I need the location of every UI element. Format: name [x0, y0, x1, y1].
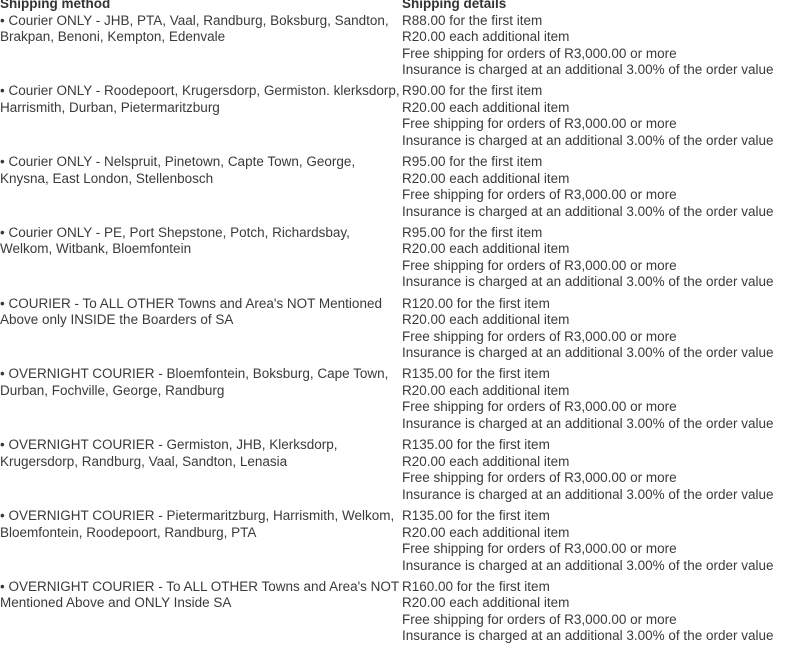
shipping-method-text: • Courier ONLY - Roodepoort, Krugersdorp, Germiston. klerksdorp, Harrismith, Durban, Pietermaritzburg: [0, 83, 400, 115]
free-shipping-note: Free shipping for orders of R3,000.00 or more: [402, 541, 677, 557]
free-shipping-note: Free shipping for orders of R3,000.00 or more: [402, 328, 677, 344]
shipping-details-cell: [402, 579, 800, 650]
shipping-details-cell: [402, 366, 800, 437]
free-shipping-note: Free shipping for orders of R3,000.00 or more: [402, 470, 677, 486]
table-row: [0, 13, 800, 84]
shipping-method-cell: [0, 508, 402, 579]
additional-item-rate: R20.00 each additional item: [402, 382, 570, 398]
insurance-note: Insurance is charged at an additional 3.00% of the order value: [402, 415, 774, 431]
shipping-method-text: • OVERNIGHT COURIER - Pietermaritzburg, Harrismith, Welkom, Bloemfontein, Roodepoort, Randburg, PTA: [0, 508, 395, 540]
insurance-note: Insurance is charged at an additional 3.00% of the order value: [402, 132, 774, 148]
shipping-method-cell: [0, 225, 402, 296]
first-item-rate: R95.00 for the first item: [402, 224, 543, 240]
shipping-method-text: • Courier ONLY - PE, Port Shepstone, Potch, Richardsbay, Welkom, Witbank, Bloemfontein: [0, 224, 350, 257]
table-row: [0, 83, 800, 154]
shipping-method-cell: [0, 13, 402, 84]
shipping-method-cell: [0, 579, 402, 650]
table-row: [0, 296, 800, 367]
table-header: [0, 0, 800, 13]
first-item-rate: R135.00 for the first item: [402, 366, 550, 382]
insurance-note: Insurance is charged at an additional 3.00% of the order value: [402, 628, 774, 644]
shipping-method-text: • Courier ONLY - Nelspruit, Pinetown, Capte Town, George, Knysna, East London, Stellenbosch: [0, 154, 356, 186]
table-body: [0, 13, 800, 650]
shipping-details-cell: [402, 83, 800, 154]
insurance-note: Insurance is charged at an additional 3.00% of the order value: [402, 62, 774, 77]
additional-item-rate: R20.00 each additional item: [402, 453, 570, 469]
shipping-details-cell: [402, 225, 800, 296]
additional-item-rate: R20.00 each additional item: [402, 595, 570, 611]
shipping-method-cell: [0, 154, 402, 225]
free-shipping-note: Free shipping for orders of R3,000.00 or more: [402, 116, 677, 132]
insurance-note: Insurance is charged at an additional 3.00% of the order value: [402, 557, 774, 573]
shipping-method-text: • OVERNIGHT COURIER - Bloemfontein, Boksburg, Cape Town, Durban, Fochville, George, Randburg: [0, 366, 389, 398]
shipping-method-text: • OVERNIGHT COURIER - To ALL OTHER Towns and Area's NOT Mentioned Above and ONLY Inside SA: [0, 578, 399, 611]
additional-item-rate: R20.00 each additional item: [402, 99, 570, 115]
shipping-details-cell: [402, 13, 800, 84]
additional-item-rate: R20.00 each additional item: [402, 29, 570, 44]
table-row: [0, 579, 800, 650]
shipping-method-text: • Courier ONLY - JHB, PTA, Vaal, Randburg, Boksburg, Sandton, Brakpan, Benoni, Kempton, Edenvale: [0, 12, 389, 44]
insurance-note: Insurance is charged at an additional 3.00% of the order value: [402, 274, 774, 290]
table-row: [0, 225, 800, 296]
shipping-method-text: • OVERNIGHT COURIER - Germiston, JHB, Klerksdorp, Krugersdorp, Randburg, Vaal, Sandton, Lenasia: [0, 437, 338, 469]
header-row: [0, 0, 800, 13]
additional-item-rate: R20.00 each additional item: [402, 241, 570, 257]
first-item-rate: R120.00 for the first item: [402, 295, 550, 311]
shipping-method-cell: [0, 366, 402, 437]
free-shipping-note: Free shipping for orders of R3,000.00 or more: [402, 257, 677, 273]
free-shipping-note: Free shipping for orders of R3,000.00 or more: [402, 399, 677, 415]
shipping-method-cell: [0, 83, 402, 154]
additional-item-rate: R20.00 each additional item: [402, 312, 570, 328]
shipping-method-text: • COURIER - To ALL OTHER Towns and Area's NOT Mentioned Above only INSIDE the Boarders of SA: [0, 295, 382, 328]
first-item-rate: R160.00 for the first item: [402, 578, 550, 594]
first-item-rate: R135.00 for the first item: [402, 508, 550, 524]
shipping-method-header: Shipping method: [0, 0, 111, 11]
table-row: [0, 154, 800, 225]
insurance-note: Insurance is charged at an additional 3.00% of the order value: [402, 345, 774, 361]
shipping-details-header: Shipping details: [402, 0, 507, 11]
first-item-rate: R135.00 for the first item: [402, 437, 550, 453]
shipping-details-cell: [402, 508, 800, 579]
additional-item-rate: R20.00 each additional item: [402, 170, 570, 186]
table-row: [0, 437, 800, 508]
free-shipping-note: Free shipping for orders of R3,000.00 or more: [402, 187, 677, 203]
first-item-rate: R88.00 for the first item: [402, 12, 543, 28]
free-shipping-note: Free shipping for orders of R3,000.00 or more: [402, 611, 677, 627]
shipping-details-cell: [402, 296, 800, 367]
shipping-method-cell: [0, 437, 402, 508]
additional-item-rate: R20.00 each additional item: [402, 524, 570, 540]
table-row: [0, 508, 800, 579]
first-item-rate: R95.00 for the first item: [402, 154, 543, 170]
table-row: [0, 366, 800, 437]
shipping-method-cell: [0, 296, 402, 367]
insurance-note: Insurance is charged at an additional 3.00% of the order value: [402, 486, 774, 502]
free-shipping-note: Free shipping for orders of R3,000.00 or more: [402, 45, 677, 61]
first-item-rate: R90.00 for the first item: [402, 83, 543, 99]
shipping-details-cell: [402, 154, 800, 225]
shipping-details-cell: [402, 437, 800, 508]
insurance-note: Insurance is charged at an additional 3.00% of the order value: [402, 203, 774, 219]
